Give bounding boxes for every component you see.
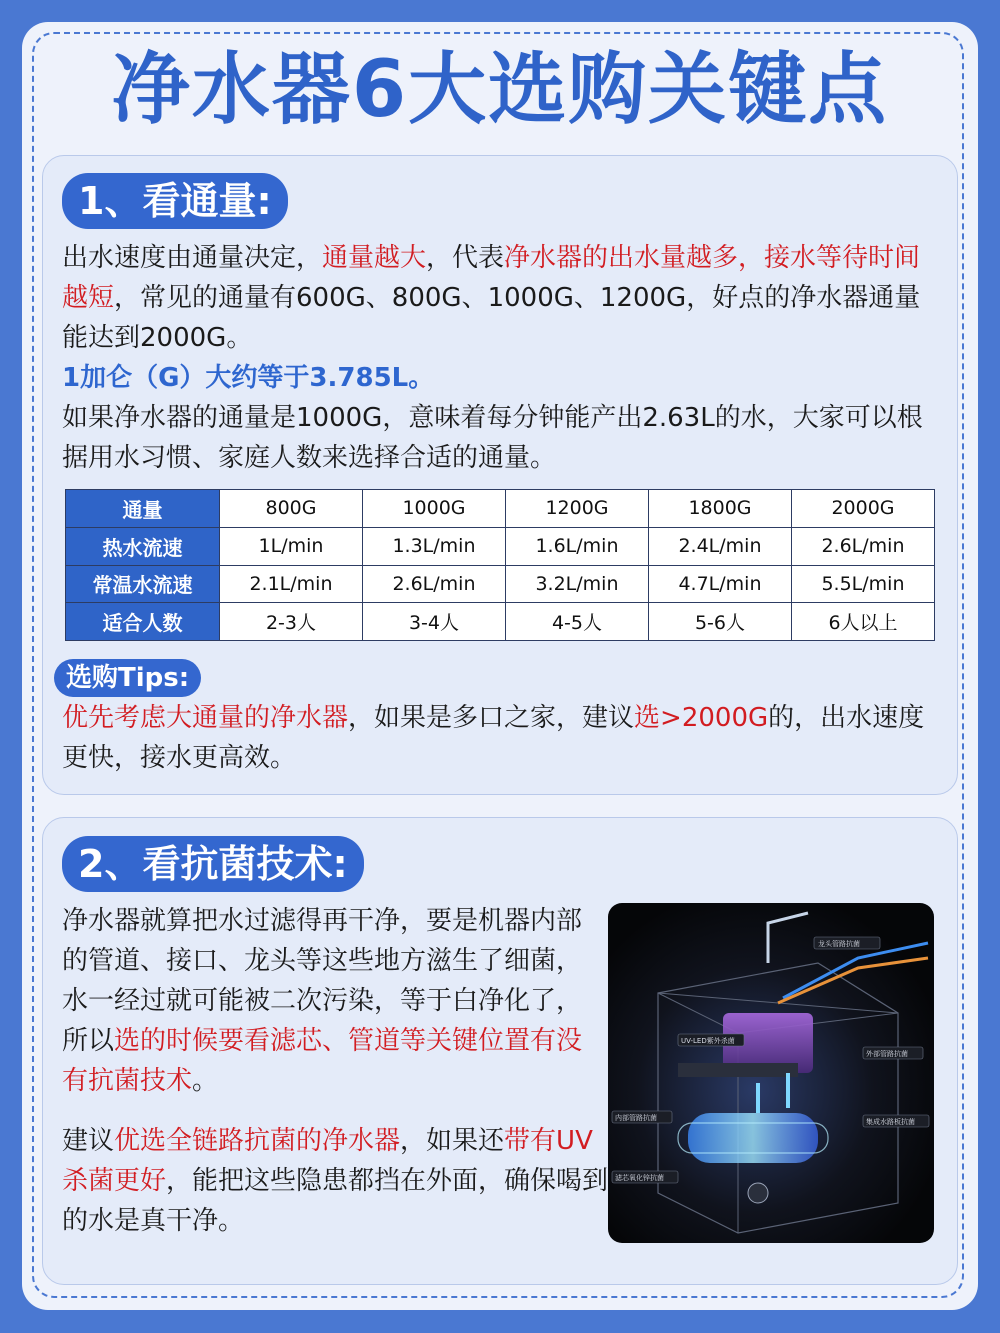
purifier-illustration — [608, 903, 934, 1243]
page-title: 净水器6大选购关键点 — [111, 45, 889, 135]
highlight-text: 带有UV杀菌更好 — [62, 1126, 593, 1196]
purifier-cutaway-image — [608, 903, 934, 1243]
section1-heading: 1、看通量: — [62, 173, 288, 229]
section2-suggestion — [62, 1121, 612, 1241]
table-cell: 4.7L/min — [649, 565, 792, 603]
row-header: 热水流速 — [66, 527, 220, 565]
highlight-text: 选>2000G — [634, 703, 769, 733]
table-cell: 2.4L/min — [649, 527, 792, 565]
label-faucet: 龙头管路抗菌 — [818, 940, 860, 948]
section1-example: 如果净水器的通量是1000G，意味着每分钟能产出2.63L的水，大家可以根据用水习惯、家庭人数来选择合适的通量。 — [62, 403, 923, 473]
table-cell: 3.2L/min — [506, 565, 649, 603]
label-filter: 滤芯氧化锌抗菌 — [615, 1174, 664, 1182]
table-cell: 2.1L/min — [220, 565, 363, 603]
label-outer: 外部管路抗菌 — [866, 1050, 908, 1058]
section2-heading: 2、看抗菌技术: — [62, 836, 364, 892]
table-cell: 3-4人 — [363, 603, 506, 641]
text-run: ，如果还 — [400, 1126, 505, 1156]
tips-heading: 选购Tips: — [54, 659, 201, 697]
table-cell: 1.6L/min — [506, 527, 649, 565]
table-row — [66, 603, 935, 641]
table-cell: 6人以上 — [792, 603, 935, 641]
table-cell: 1200G — [506, 490, 649, 528]
row-header: 适合人数 — [66, 603, 220, 641]
section2-paragraph — [62, 901, 586, 1101]
label-inner: 内部管路抗菌 — [615, 1114, 657, 1122]
table-cell: 2000G — [792, 490, 935, 528]
table-cell: 5-6人 — [649, 603, 792, 641]
table-cell: 1L/min — [220, 527, 363, 565]
tips-paragraph — [62, 698, 942, 778]
text-run: ，如果是多口之家，建议 — [348, 703, 635, 733]
text-run: 出水速度由通量决定， — [62, 243, 323, 273]
table-row — [66, 527, 935, 565]
text-run: ，代表 — [426, 243, 505, 273]
section1-paragraph — [62, 238, 942, 358]
table-cell: 4-5人 — [506, 603, 649, 641]
table-cell: 5.5L/min — [792, 565, 935, 603]
table-row — [66, 490, 935, 528]
table-cell: 2.6L/min — [363, 565, 506, 603]
text-run: 。 — [192, 1066, 219, 1096]
text-run: 净水器就算把水过滤得再干净，要是机器内部的管道、接口、龙头等这些地方滋生了细菌，水一经过就可能被二次污染，等于白净化了，所以 — [62, 906, 583, 1056]
table-row — [66, 565, 935, 603]
label-uv: UV-LED紫外杀菌 — [681, 1037, 735, 1045]
row-header: 常温水流速 — [66, 565, 220, 603]
highlight-text: 优先考虑大通量的净水器 — [62, 703, 349, 733]
highlight-text: 选的时候要看滤芯、管道等关键位置有没有抗菌技术 — [62, 1026, 583, 1096]
table-cell: 1.3L/min — [363, 527, 506, 565]
label-board: 集成水路板抗菌 — [866, 1118, 915, 1126]
highlight-text: 通量越大 — [322, 243, 427, 273]
text-run: 建议 — [62, 1126, 115, 1156]
row-header: 通量 — [66, 490, 220, 528]
table-cell: 1800G — [649, 490, 792, 528]
table-cell: 2-3人 — [220, 603, 363, 641]
highlight-text: 净水器的出水量越多，接水等待时间越短 — [62, 243, 921, 313]
text-run: 的，出水速度更快，接水更高效。 — [62, 703, 925, 773]
text-run: ，常见的通量有600G、800G、1000G、1200G，好点的净水器通量能达到2000G。 — [62, 283, 921, 353]
table-cell: 800G — [220, 490, 363, 528]
text-run: ，能把这些隐患都挡在外面，确保喝到的水是真干净。 — [62, 1166, 609, 1236]
table-cell: 1000G — [363, 490, 506, 528]
gallon-note: 1加仑（G）大约等于3.785L。 — [62, 363, 435, 393]
flow-rate-table — [65, 489, 935, 641]
table-cell: 2.6L/min — [792, 527, 935, 565]
highlight-text: 优选全链路抗菌的净水器 — [114, 1126, 401, 1156]
